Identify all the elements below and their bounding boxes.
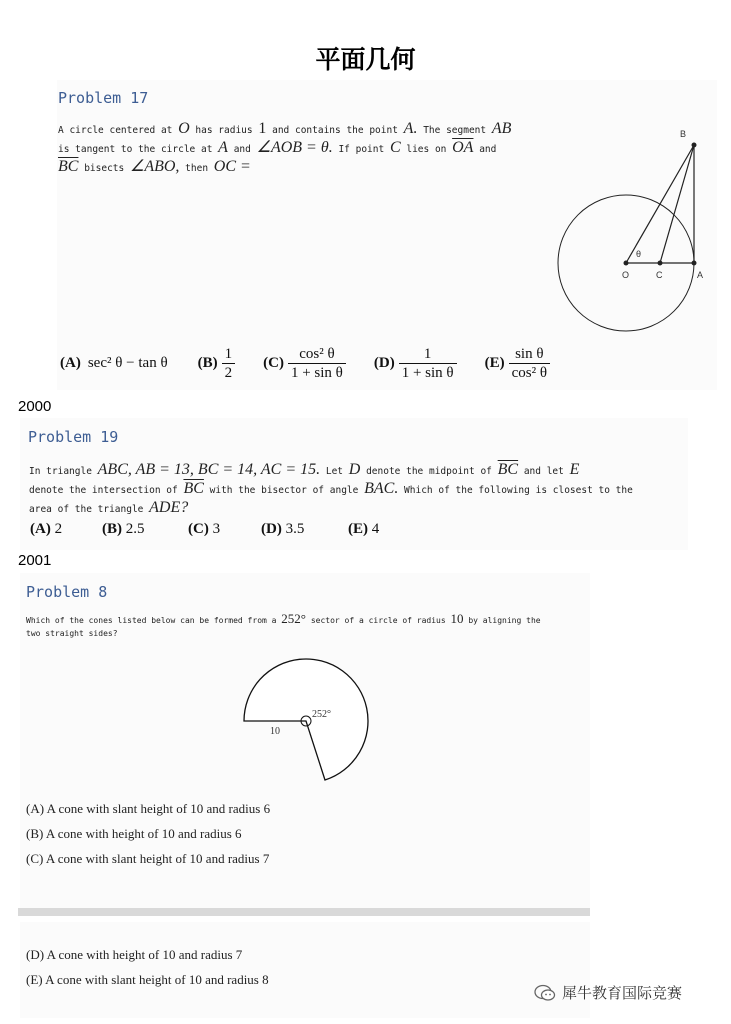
year-2000-label: 2000: [18, 398, 52, 415]
problem-8-card-continued: [20, 922, 590, 1018]
sector-shape: [244, 659, 368, 780]
choice-b-fraction: $\frac{1}{2}$: [222, 345, 236, 382]
problem-8-text: Which of the cones listed below can be formed from a 252° sector of a circle of radius 10 by aligning the two straight sides?: [26, 611, 541, 638]
choice-item: (E) 4: [348, 521, 380, 537]
label-b: B: [680, 129, 687, 139]
problem-8-option-d: (D) A cone with height of 10 and radius 7: [26, 947, 243, 962]
problem-8-title: Problem 8: [26, 583, 108, 601]
problem-19-text: In triangle ABC, AB = 13, BC = 14, AC = 15. Let D denote the midpoint of $\overline{BC}$ and let E denote the intersection of $\overline{BC}$ with the bisector of angle BAC. Which of the following is closest to the area of the triangle ADE?: [29, 461, 633, 516]
radius-label: 10: [270, 726, 280, 737]
problem-17-text: A circle centered at O has radius 1 and contains the point A. The segment AB is tangent to the circle at A and ∠AOB = θ. If point C lies on $\overline{OA}$ and $\overline{BC}$ bisects ∠ABO, then OC =: [58, 120, 512, 175]
choice-d-fraction: $\frac{1}{\text{1 + sin θ}}$: [399, 345, 457, 382]
choice-item: (A) 2: [30, 521, 63, 537]
point-b: [692, 143, 697, 148]
point-c: [658, 261, 663, 266]
segment-bc: [660, 145, 694, 263]
problem-8-sector-diagram: [238, 652, 373, 787]
problem-17-title: Problem 17: [58, 89, 149, 107]
label-a: A: [697, 270, 704, 280]
choice-e-label: (E): [484, 354, 505, 371]
label-o: O: [622, 270, 630, 280]
problem-19-choices: [30, 521, 408, 538]
point-a: [692, 261, 697, 266]
choice-item: (D) 3.5: [261, 521, 305, 537]
choice-item: (C) 3: [188, 521, 221, 537]
problem-8-option-b: (B) A cone with height of 10 and radius 6: [26, 826, 242, 841]
problem-17-diagram: [552, 122, 717, 342]
wechat-icon: [534, 984, 556, 1002]
watermark: [534, 982, 682, 1003]
problem-8-option-e: (E) A cone with slant height of 10 and radius 8: [26, 972, 269, 987]
label-c: C: [656, 270, 663, 280]
label-theta: θ: [636, 249, 642, 259]
choice-e-fraction: $\frac{\text{sin θ}}{\text{cos² θ}}$: [509, 345, 550, 382]
choice-a-label: (A): [60, 354, 81, 371]
choice-b-label: (B): [197, 354, 218, 371]
problem-8-option-a: (A) A cone with slant height of 10 and radius 6: [26, 801, 271, 816]
choice-item: (B) 2.5: [102, 521, 145, 537]
angle-label: 252°: [312, 709, 331, 720]
problem-19-title: Problem 19: [28, 428, 119, 446]
problem-8-option-c: (C) A cone with slant height of 10 and radius 7: [26, 851, 270, 866]
problem-17-choices: [60, 340, 700, 386]
choice-c-fraction: $\frac{\text{cos² θ}}{\text{1 + sin θ}}$: [288, 345, 346, 382]
point-o: [624, 261, 629, 266]
page-title: 平面几何: [315, 45, 416, 74]
watermark-text: 犀牛教育国际竞赛: [562, 984, 683, 1002]
year-2001-label: 2001: [18, 552, 52, 569]
choice-c-label: (C): [263, 354, 284, 371]
choice-a-value: sec² θ − tan θ: [87, 354, 168, 371]
segment-ob: [626, 145, 694, 263]
choice-d-label: (D): [373, 354, 395, 371]
page-break-divider: [18, 908, 590, 916]
